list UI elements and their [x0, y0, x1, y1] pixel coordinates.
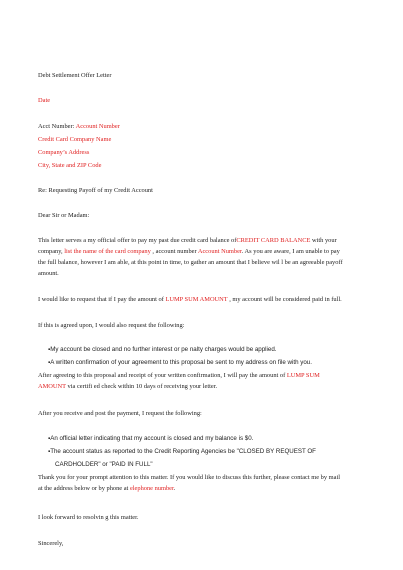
- paragraph-lump-sum: [38, 296, 368, 304]
- p2-text-c: , my account will be considered paid in full.: [227, 296, 342, 303]
- account-number-line: [38, 123, 368, 131]
- p4-text-d: via certifi ed check within 10 days of receiving your letter.: [65, 383, 218, 390]
- paragraph-agreed: If this is agreed upon, I would also request the following:: [38, 322, 185, 329]
- lump-sum-ref: LUMP SUM: [286, 372, 320, 379]
- p2-text-a: I would like to request that if I pay the amount of: [38, 296, 166, 303]
- paragraph-offer: [38, 237, 368, 278]
- list-item: ▪An official letter indicating that my account is closed and my balance is $0.: [48, 435, 254, 442]
- bullet-text: A written confirmation of your agreement to this proposal be sent to my address on file with you.: [50, 359, 312, 366]
- bullet-text: An official letter indicating that my account is closed and my balance is $0.: [50, 435, 254, 442]
- city-state-zip: City, State and ZIP Code: [38, 162, 102, 169]
- acct-value: Account Number: [75, 123, 120, 130]
- re-line: Re: Requesting Payoff of my Credit Account: [38, 187, 153, 194]
- list-item: ▪My account be closed and no further interest or pe nalty charges would be applied.: [48, 346, 277, 353]
- telephone-number: elephone number: [129, 485, 174, 492]
- p1-text-c: with your: [310, 237, 337, 244]
- p1-text-i: the full balance, however I am able, at this point in time, to gather an amount that I believe wil l be an agreeable payoff: [38, 259, 343, 266]
- closing: Sincerely,: [38, 540, 64, 547]
- p4-text-a: After agreeing to this proposal and receipt of your written confirmation, I will pay the amount of: [38, 372, 287, 379]
- paragraph-after-payment: After you receive and post the payment, I request the following:: [38, 410, 202, 417]
- p1-text-j: amount.: [38, 270, 59, 277]
- credit-card-balance: CREDIT CARD BALANCE: [236, 237, 311, 244]
- p6-text-c: .: [173, 485, 176, 492]
- bullet-continuation: CARDHOLDER" or "PAID IN FULL": [55, 461, 153, 468]
- thanks-text: Thank you for your prompt attention to this matter. If you would like to discuss this further, please contact me by mail: [38, 474, 340, 481]
- bullet-text: My account be closed and no further interest or pe nalty charges would be applied.: [50, 346, 277, 353]
- account-number-ref: Account Number: [197, 248, 242, 255]
- card-company-name: list the name of the card company: [64, 248, 151, 255]
- p1-text-f: , account number: [150, 248, 198, 255]
- p6-text-a: at the address below or by phone at: [38, 485, 130, 492]
- company-address: Company’s Address: [38, 149, 90, 156]
- p1-text-h: . As you are aware, I am unable to pay: [241, 248, 340, 255]
- letter-title: Debt Settlement Offer Letter: [38, 72, 112, 79]
- company-name: Credit Card Company Name: [38, 136, 112, 143]
- salutation: Dear Sir or Madam:: [38, 212, 90, 219]
- bullet-text: The account status as reported to the Credit Reporting Agencies be "CLOSED BY REQUEST OF: [50, 448, 316, 455]
- paragraph-resolve: I look forward to resolvin g this matter.: [38, 514, 139, 521]
- date-placeholder: Date: [38, 97, 51, 104]
- paragraph-thanks: [38, 474, 368, 493]
- paragraph-payment: [38, 372, 368, 391]
- list-item: ▪The account status as reported to the Credit Reporting Agencies be "CLOSED BY REQUEST OF: [48, 448, 316, 455]
- p1-text-d: company,: [38, 248, 65, 255]
- amount-ref: AMOUNT: [38, 383, 66, 390]
- lump-sum-amount: LUMP SUM AMOUNT: [165, 296, 228, 303]
- list-item: ▪A written confirmation of your agreement to this proposal be sent to my address on file with you.: [48, 359, 312, 366]
- acct-label: Acct Number:: [38, 123, 75, 130]
- p1-text-a: This letter serves a my official offer to pay my past due credit card balance of: [38, 237, 237, 244]
